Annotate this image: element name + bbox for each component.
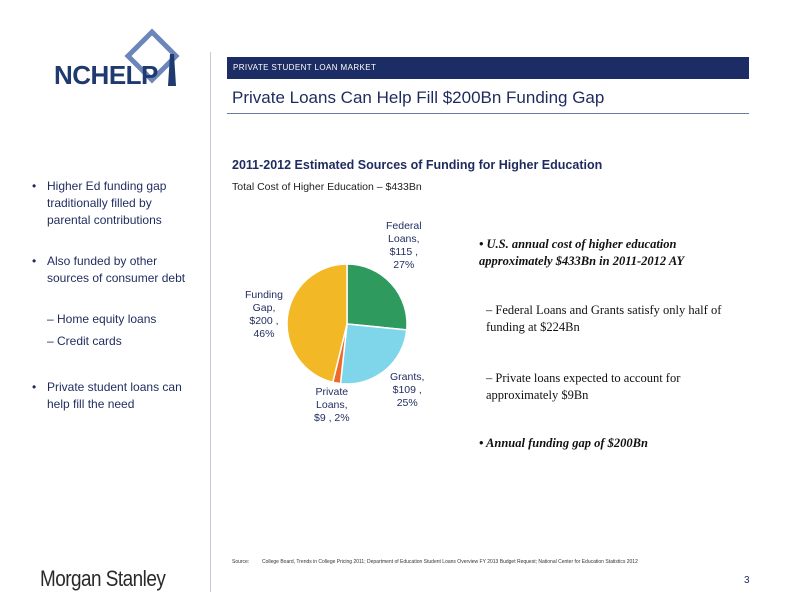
bullet-text: Higher Ed funding gap traditionally filled by parental contributions <box>47 179 167 227</box>
left-sub-bullet: – Credit cards <box>47 334 122 348</box>
left-bullet <box>34 253 194 287</box>
bullet-text: Private student loans can help fill the need <box>47 380 182 411</box>
chart-subheading: Total Cost of Higher Education – $433Bn <box>232 181 422 193</box>
pie-label-line: $200 , <box>249 315 279 327</box>
pie-label-line: Loans, <box>388 233 420 245</box>
note-funding-gap: • Annual funding gap of $200Bn <box>479 436 648 450</box>
source-note <box>232 559 638 565</box>
title-underline <box>227 113 749 114</box>
pie-label-private <box>314 386 350 425</box>
note-private: – Private loans expected to account for approximately $9Bn <box>486 371 681 402</box>
source-text: College Board, Trends in College Pricing 2011; Department of Education Student Loans Overview FY 2013 Budget Request; National Center for Education Statistics 2012 <box>262 559 638 565</box>
bullet-glyph: • <box>32 179 37 193</box>
pie-label-line: Grants, <box>390 371 425 383</box>
funding-pie-chart <box>286 263 408 385</box>
bullet-text: Also funded by other sources of consumer debt <box>47 254 186 285</box>
pie-label-line: 46% <box>253 328 275 340</box>
pie-label-line: Private <box>315 386 349 398</box>
vertical-divider <box>210 52 211 592</box>
logo-wordmark: NCHELP <box>54 60 158 90</box>
bullet-glyph: • <box>32 380 37 394</box>
pie-label-line: $9 , 2% <box>314 412 350 424</box>
source-label: Source: <box>232 559 250 565</box>
page-number: 3 <box>744 575 750 586</box>
chart-heading: 2011-2012 Estimated Sources of Funding for Higher Education <box>232 158 603 172</box>
pie-label-line: Gap, <box>252 302 276 314</box>
pie-label-line: Funding <box>245 289 283 301</box>
pie-label-line: Federal <box>386 220 422 232</box>
note-total-cost: • U.S. annual cost of higher education approximately $433Bn in 2011-2012 AY <box>479 237 685 268</box>
left-bullet <box>34 178 194 229</box>
pie-label-grants <box>390 371 424 410</box>
pie-label-federal <box>386 220 422 272</box>
pie-label-line: 25% <box>396 397 418 409</box>
pie-label-line: Loans, <box>316 399 348 411</box>
pie-label-funding-gap <box>245 289 283 341</box>
section-banner: PRIVATE STUDENT LOAN MARKET <box>227 57 749 79</box>
pie-label-line: 27% <box>393 259 415 271</box>
pie-label-line: $115 , <box>389 246 419 258</box>
morgan-stanley-logo: Morgan Stanley <box>40 566 166 591</box>
note-federal: – Federal Loans and Grants satisfy only half of funding at $224Bn <box>486 303 722 334</box>
bullet-glyph: • <box>32 254 37 268</box>
pie-slice-federal-loans <box>347 264 407 330</box>
slide-title: Private Loans Can Help Fill $200Bn Funding Gap <box>232 88 605 107</box>
left-bullet <box>34 379 194 413</box>
left-sub-bullet: – Home equity loans <box>47 312 157 326</box>
pie-label-line: $109 , <box>392 384 422 396</box>
